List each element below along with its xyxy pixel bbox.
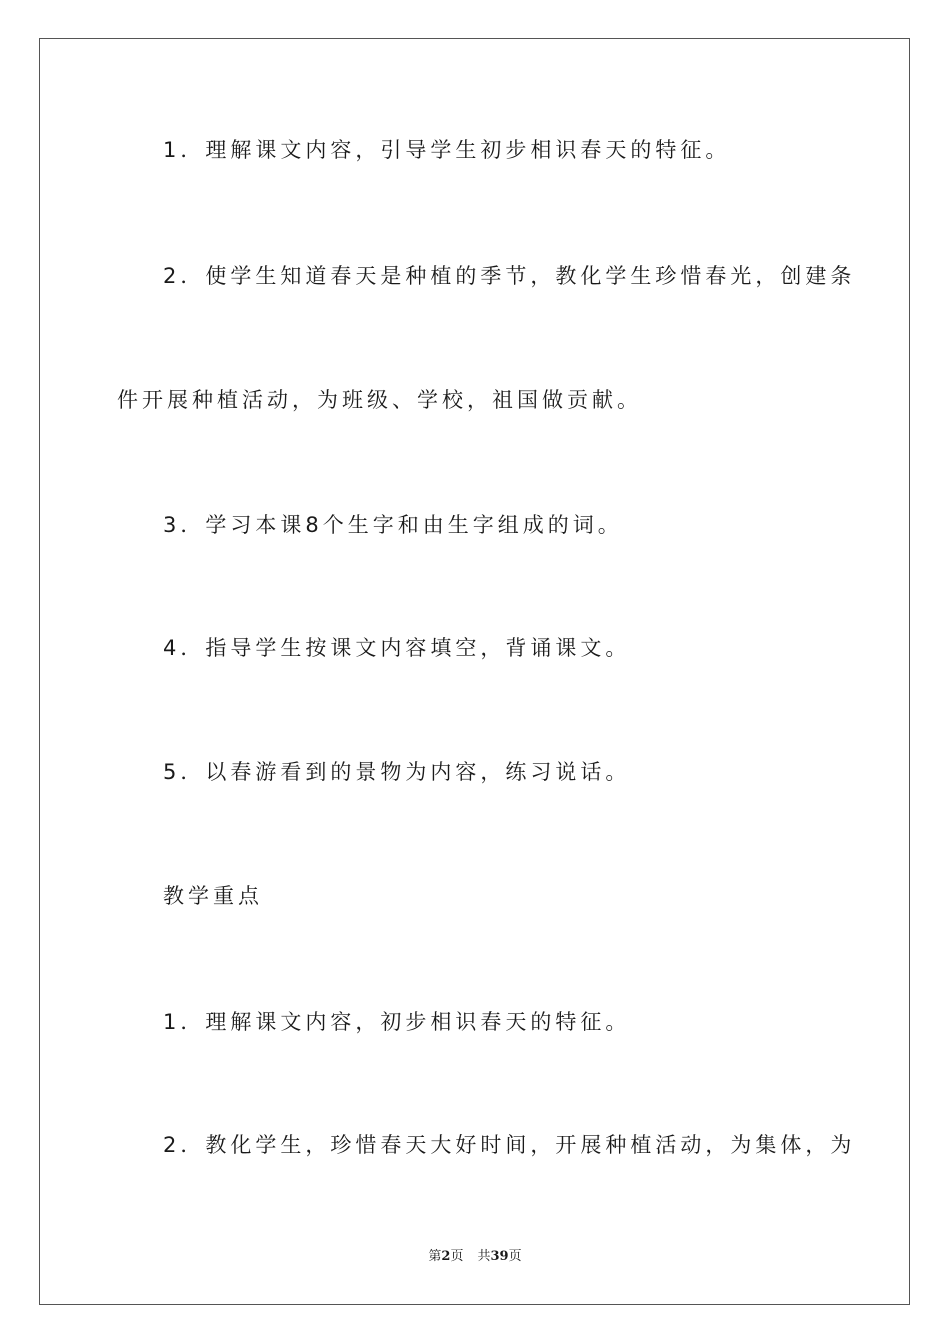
objective-1: 1．理解课文内容，引导学生初步相识春天的特征。 <box>163 138 731 162</box>
section-heading-key-points: 教学重点 <box>163 884 263 908</box>
objective-3: 3．学习本课8个生字和由生字组成的词。 <box>163 513 623 537</box>
footer-total-prefix: 共 <box>477 1249 491 1264</box>
footer-total-pages: 39 <box>490 1249 509 1264</box>
footer-page-prefix: 第 <box>428 1249 442 1264</box>
footer-page-suffix: 页 <box>450 1249 464 1264</box>
page-border <box>39 38 910 1305</box>
objective-4: 4．指导学生按课文内容填空，背诵课文。 <box>163 636 631 660</box>
key-point-1: 1．理解课文内容，初步相识春天的特征。 <box>163 1010 631 1034</box>
key-point-2-line-1: 2．教化学生，珍惜春天大好时间，开展种植活动，为集体，为 <box>163 1133 856 1157</box>
footer-total-suffix: 页 <box>508 1249 522 1264</box>
page-footer <box>0 1248 950 1266</box>
objective-2-line-1: 2．使学生知道春天是种植的季节，教化学生珍惜春光，创建条 <box>163 264 856 288</box>
footer-current-page: 2 <box>441 1249 451 1264</box>
objective-5: 5．以春游看到的景物为内容，练习说话。 <box>163 760 631 784</box>
objective-2-line-2: 件开展种植活动，为班级、学校，祖国做贡献。 <box>117 388 642 412</box>
